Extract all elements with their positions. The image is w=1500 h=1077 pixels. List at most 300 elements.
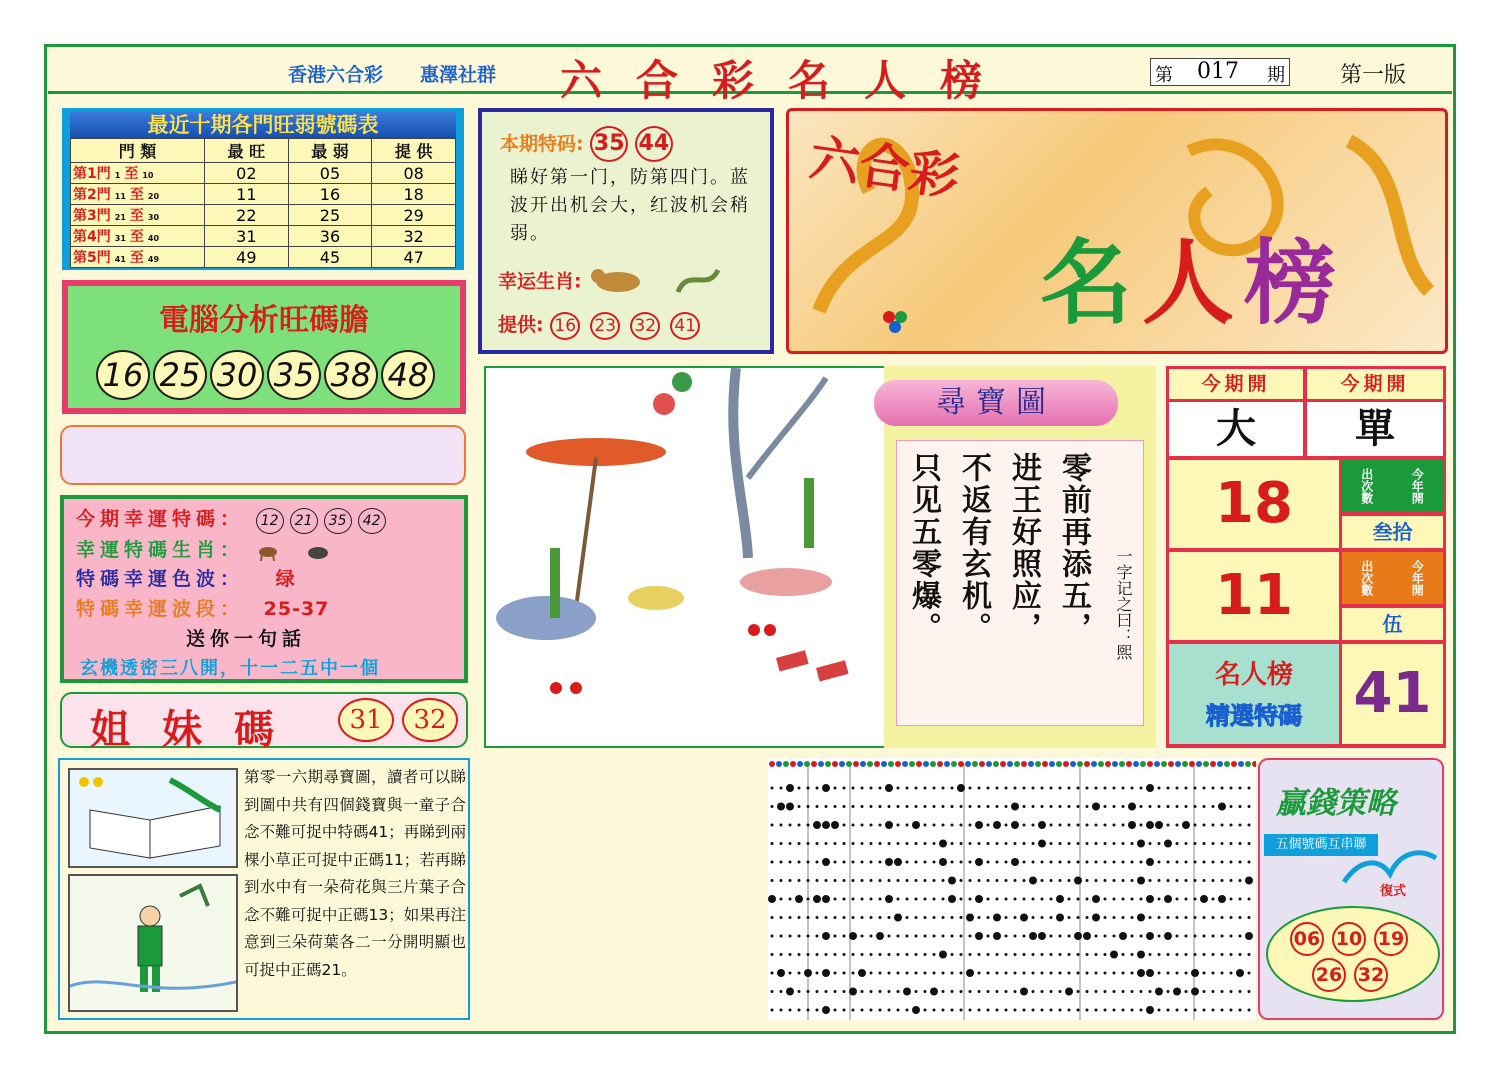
dot-chart-dot (1041, 953, 1044, 956)
dot-chart-dot (1056, 895, 1064, 903)
dot-chart-dot (1221, 935, 1224, 938)
dot-chart-dot (906, 953, 909, 956)
col-header: 最 旺 (205, 139, 289, 163)
dot-chart-dot (852, 879, 855, 882)
special-label-row (500, 126, 673, 162)
dot-chart-dot (1167, 879, 1170, 882)
dot-chart-dot (978, 805, 981, 808)
provide-number: 41 (670, 312, 700, 340)
dot-chart-dot (861, 916, 864, 919)
dot-chart-dot (969, 1009, 972, 1012)
dot-chart-dot (1185, 953, 1188, 956)
dot-chart-dot (942, 916, 945, 919)
dot-chart-dot (771, 935, 774, 938)
dot-chart-dot (987, 1009, 990, 1012)
dot-chart-dot (1113, 990, 1116, 993)
dot-chart-dot (1245, 877, 1253, 885)
dot-chart-dot (813, 821, 821, 829)
col-header: 提 供 (372, 139, 456, 163)
dot-chart-dot (897, 824, 900, 827)
dot-chart-dot (915, 805, 918, 808)
hot-cell: 22 (205, 205, 289, 226)
dot-chart-dot (960, 1009, 963, 1012)
dot-chart-dot (834, 916, 837, 919)
dot-chart-dot (807, 990, 810, 993)
dot-chart-dot (1014, 953, 1017, 956)
dot-chart-dot (798, 824, 801, 827)
dot-chart-header-dot (1133, 761, 1139, 767)
to-word: 至 (129, 187, 144, 203)
dot-chart-header-dot (1021, 761, 1027, 767)
dot-chart-dot (1146, 1006, 1154, 1014)
dot-chart-dot (822, 858, 830, 866)
dot-chart-dot (1077, 990, 1080, 993)
dot-chart-dot (1230, 824, 1233, 827)
dot-chart-dot (795, 895, 803, 903)
dot-chart-dot (807, 861, 810, 864)
dot-chart-dot (780, 916, 783, 919)
dot-chart-dot (1212, 916, 1215, 919)
special-number: 35 (590, 126, 628, 162)
dot-chart-dot (879, 898, 882, 901)
dot-chart-dot (933, 879, 936, 882)
dot-chart-dot (816, 953, 819, 956)
dot-chart-dot (975, 821, 983, 829)
dot-chart-header-dot (1119, 761, 1125, 767)
dot-chart-dot (771, 916, 774, 919)
dot-chart-dot (960, 953, 963, 956)
dot-chart-dot (834, 1009, 837, 1012)
dot-chart-header-dot (1154, 761, 1160, 767)
dot-chart-dot (1014, 898, 1017, 901)
dot-chart-header-dot (1140, 761, 1146, 767)
dot-chart-dot (798, 916, 801, 919)
dot-chart-dot (1230, 805, 1233, 808)
dot-chart-dot (1155, 988, 1163, 996)
dot-chart-dot (1137, 877, 1145, 885)
dot-chart-dot (1149, 990, 1152, 993)
dot-chart-dot (1095, 879, 1098, 882)
dot-chart-header-dot (972, 761, 978, 767)
dot-chart-dot (1122, 842, 1125, 845)
dot-chart-dot (861, 787, 864, 790)
dot-chart-dot (1005, 805, 1008, 808)
dot-chart-dot (1212, 879, 1215, 882)
dot-chart-dot (930, 988, 938, 996)
dot-chart-dot (933, 1009, 936, 1012)
dot-chart-header-dot (832, 761, 838, 767)
dot-chart-dot (942, 1009, 945, 1012)
dot-chart-dot (942, 898, 945, 901)
dot-chart-dot (915, 935, 918, 938)
dot-chart-dot (942, 805, 945, 808)
dot-chart-dot (885, 784, 893, 792)
special-number: 44 (635, 126, 673, 162)
dot-chart-dot (1230, 898, 1233, 901)
dot-chart-dot (1068, 824, 1071, 827)
dot-chart-dot (1212, 787, 1215, 790)
dot-chart-dot (807, 1009, 810, 1012)
dot-chart-dot (1167, 861, 1170, 864)
dot-chart-dot (1050, 953, 1053, 956)
dot-chart-dot (1158, 861, 1161, 864)
dot-chart-dot (1050, 879, 1053, 882)
dot-chart-dot (1023, 842, 1026, 845)
issue-prefix: 第 (1155, 65, 1173, 86)
dot-chart-dot (1113, 916, 1116, 919)
dot-chart-dot (978, 879, 981, 882)
hot-cell: 02 (205, 163, 289, 184)
dot-chart-header-dot (846, 761, 852, 767)
dot-chart-dot (951, 824, 954, 827)
dot-chart-dot (969, 805, 972, 808)
dot-chart-dot (1122, 824, 1125, 827)
dot-chart-dot (1194, 787, 1197, 790)
dot-chart-dot (1011, 821, 1019, 829)
treasure-title: 尋寶圖 (874, 380, 1118, 426)
dot-chart-dot (807, 935, 810, 938)
dot-chart-dot (834, 861, 837, 864)
lucky-saying-title: 送你一句話 (186, 628, 307, 650)
dot-chart-dot (771, 787, 774, 790)
dot-chart-dot (771, 1009, 774, 1012)
computer-numbers (96, 350, 435, 400)
dot-chart-header-dot (993, 761, 999, 767)
dot-chart-dot (897, 1009, 900, 1012)
dot-chart-dot (789, 898, 792, 901)
dot-chart-dot (996, 990, 999, 993)
dot-chart-dot (771, 879, 774, 882)
provide-number: 16 (550, 312, 580, 340)
dot-chart-dot (951, 805, 954, 808)
dot-chart-dot (1149, 953, 1152, 956)
dot-chart-dot (816, 935, 819, 938)
dot-chart-dot (843, 805, 846, 808)
dot-chart-dot (780, 879, 783, 882)
dot-chart-dot (1221, 1009, 1224, 1012)
dot-chart-dot (1221, 842, 1224, 845)
dot-chart-dot (1068, 898, 1071, 901)
to-word: 至 (124, 166, 139, 182)
dot-chart-dot (933, 916, 936, 919)
dot-chart-dot (888, 972, 891, 975)
range-label: 特碼幸運波段： (76, 598, 245, 620)
dot-chart-dot (1158, 953, 1161, 956)
dot-chart-header-dot (797, 761, 803, 767)
dot-chart-dot (915, 953, 918, 956)
dot-chart-dot (834, 990, 837, 993)
dot-chart-dot (879, 972, 882, 975)
dot-chart-header-dot (1105, 761, 1111, 767)
win-fushi: 復式 (1380, 884, 1407, 899)
dot-chart-dot (843, 1009, 846, 1012)
dot-chart-dot (933, 824, 936, 827)
dot-chart-dot (870, 805, 873, 808)
dot-chart-header-dot (783, 761, 789, 767)
dot-chart-dot (951, 916, 954, 919)
to-word: 至 (129, 229, 144, 245)
dot-chart-dot (942, 972, 945, 975)
dot-chart-dot (834, 972, 837, 975)
dot-chart-dot (933, 787, 936, 790)
dot-chart-dot (1194, 879, 1197, 882)
dot-chart-dot (987, 953, 990, 956)
dot-chart-dot (987, 972, 990, 975)
dot-chart-dot (1068, 916, 1071, 919)
dot-chart-dot (1068, 861, 1071, 864)
dot-chart-dot (1032, 824, 1035, 827)
dot-chart-dot (993, 932, 1001, 940)
dot-chart-dot (1023, 805, 1026, 808)
door-label: 第1門 (73, 166, 111, 182)
dot-chart-dot (933, 805, 936, 808)
dot-chart-dot (1104, 824, 1107, 827)
dot-chart-dot (1221, 824, 1224, 827)
dot-chart-dot (1158, 1009, 1161, 1012)
dot-chart-dot (1239, 935, 1242, 938)
dot-chart-dot (1113, 805, 1116, 808)
dot-chart-dot (870, 972, 873, 975)
dot-chart-dot (1122, 953, 1125, 956)
landscape-icon (486, 368, 886, 746)
dot-chart-dot (1023, 953, 1026, 956)
dot-chart-dot (789, 842, 792, 845)
dot-chart-dot (822, 1006, 830, 1014)
dot-chart-dot (1203, 953, 1206, 956)
number-ball: 25 (153, 350, 207, 400)
dot-chart-dot (951, 990, 954, 993)
dot-chart-dot (987, 898, 990, 901)
dot-chart-dot (1203, 916, 1206, 919)
dot-chart-dot (798, 787, 801, 790)
dot-chart-dot (1203, 824, 1206, 827)
dot-chart-dot (861, 935, 864, 938)
dot-chart-dot (1245, 932, 1253, 940)
dot-chart-dot (897, 787, 900, 790)
give-cell: 29 (372, 205, 456, 226)
dot-chart-dot (1230, 953, 1233, 956)
dot-chart-dot (1050, 861, 1053, 864)
dot-chart-header-dot (818, 761, 824, 767)
dot-chart-dot (951, 842, 954, 845)
dot-chart-dot (960, 824, 963, 827)
dot-chart-header-dot (1035, 761, 1041, 767)
dot-chart-header-dot (1203, 761, 1209, 767)
dot-chart-dot (1041, 805, 1044, 808)
dot-chart-dot (1041, 787, 1044, 790)
dot-chart-dot (789, 972, 792, 975)
dot-chart-dot (1248, 990, 1251, 993)
dot-chart-dot (906, 1009, 909, 1012)
dot-chart-dot (834, 898, 837, 901)
dot-chart-dot (1041, 916, 1044, 919)
dot-chart-dot (1149, 879, 1152, 882)
lucky-number: 21 (290, 508, 318, 534)
number-ball: 35 (267, 350, 321, 400)
dot-chart-dot (1194, 842, 1197, 845)
dot-chart-dot (780, 935, 783, 938)
dot-chart-dot (942, 935, 945, 938)
dot-chart-dot (879, 861, 882, 864)
blank-banner (60, 425, 466, 485)
dot-chart-dot (879, 879, 882, 882)
dot-chart-dot (1014, 879, 1017, 882)
dot-chart-dot (1158, 805, 1161, 808)
dot-chart-dot (1023, 898, 1026, 901)
dot-chart-header-dot (930, 761, 936, 767)
dot-chart-dot (1194, 1009, 1197, 1012)
lucky-number: 42 (358, 508, 386, 534)
dot-chart-dot (1230, 935, 1233, 938)
dot-chart-dot (924, 805, 927, 808)
dot-chart-dot (852, 787, 855, 790)
dot-chart-dot (1104, 842, 1107, 845)
group-label: 惠澤社群 (420, 64, 497, 86)
dot-chart-dot (1092, 914, 1100, 922)
dot-chart-header-dot (874, 761, 880, 767)
door-label: 第3門 (73, 208, 111, 224)
dot-chart-dot (843, 916, 846, 919)
dot-chart-dot (1146, 969, 1154, 977)
dot-chart-dot (816, 805, 819, 808)
dot-chart-dot (798, 861, 801, 864)
dot-chart-dot (861, 898, 864, 901)
win-number: 26 (1312, 958, 1346, 992)
dot-chart-dot (870, 824, 873, 827)
dot-chart-dot (804, 969, 812, 977)
dot-chart-dot (906, 972, 909, 975)
dot-chart-dot (924, 824, 927, 827)
count-tag (1342, 552, 1443, 604)
range-to: 10 (142, 171, 154, 180)
dot-chart-dot (870, 935, 873, 938)
dot-chart-dot (1038, 840, 1046, 848)
to-word: 至 (129, 208, 144, 224)
dot-chart-dot (861, 842, 864, 845)
dot-chart-dot (879, 916, 882, 919)
dot-chart-dot (1140, 935, 1143, 938)
win-tag: 五個號碼互串聯 (1264, 834, 1378, 856)
dot-chart-dot (1140, 990, 1143, 993)
dot-chart-dot (1158, 787, 1161, 790)
count-value: 伍 (1342, 608, 1443, 640)
dot-chart-dot (807, 824, 810, 827)
dot-chart-dot (852, 824, 855, 827)
dot-chart-dot (996, 898, 999, 901)
dot-chart-dot (861, 1009, 864, 1012)
dot-chart-dot (1194, 805, 1197, 808)
dot-chart-dot (1005, 916, 1008, 919)
dot-chart-dot (1158, 898, 1161, 901)
dot-chart-dot (852, 861, 855, 864)
dot-chart-dot (870, 787, 873, 790)
dot-chart-dot (1185, 787, 1188, 790)
dot-chart-header-dot (1042, 761, 1048, 767)
dot-chart-dot (1029, 932, 1037, 940)
dot-chart-dot (771, 842, 774, 845)
dot-chart-dot (1005, 1009, 1008, 1012)
range-value: 25-37 (263, 598, 330, 620)
lucky-row-range (76, 594, 329, 621)
dot-chart-dot (1104, 916, 1107, 919)
boy-icon (70, 876, 236, 1010)
dot-chart-dot (1239, 916, 1242, 919)
dot-chart-dot (1212, 861, 1215, 864)
dot-chart-dot (807, 953, 810, 956)
dot-chart-dot (807, 787, 810, 790)
dot-chart-dot (948, 895, 956, 903)
dot-chart-dot (1122, 916, 1125, 919)
dot-chart-dot (1068, 953, 1071, 956)
dot-chart-dot (1140, 861, 1143, 864)
pick-number: 41 (1342, 644, 1443, 744)
dot-chart-dot (1176, 953, 1179, 956)
dot-chart-header-dot (986, 761, 992, 767)
dot-chart-dot (1113, 1009, 1116, 1012)
dot-chart-dot (915, 898, 918, 901)
dot-chart-dot (807, 879, 810, 882)
dot-chart-header-dot (1070, 761, 1076, 767)
dot-chart-dot (1104, 805, 1107, 808)
dot-chart-dot (825, 879, 828, 882)
dot-chart-header-dot (881, 761, 887, 767)
dot-chart-dot (1248, 1009, 1251, 1012)
dot-chart-dot (996, 972, 999, 975)
dot-chart-header-dot (790, 761, 796, 767)
cold-cell: 45 (288, 247, 372, 268)
dot-chart-dot (1131, 916, 1134, 919)
dot-chart-dot (1059, 879, 1062, 882)
number-ball: 30 (210, 350, 264, 400)
count-tag-b: 今年開 (1410, 468, 1425, 504)
dot-chart-dot (1122, 990, 1125, 993)
dot-chart-dot (951, 972, 954, 975)
special-body: 睇好第一门，防第四门。蓝波开出机会大，红波机会稍弱。 (510, 167, 750, 244)
dot-chart-dot (1119, 932, 1127, 940)
dot-chart-dot (861, 861, 864, 864)
dot-chart-dot (1239, 805, 1242, 808)
dot-chart-dot (1068, 935, 1071, 938)
dot-chart-dot (1212, 824, 1215, 827)
dot-chart-dot (951, 861, 954, 864)
dot-chart-dot (948, 877, 956, 885)
dot-chart-dot (1005, 953, 1008, 956)
dot-chart-dot (1032, 787, 1035, 790)
dot-chart-dot (1050, 842, 1053, 845)
poem-line: 不返有玄机。 (956, 452, 991, 644)
issue-number: 017 (1197, 59, 1239, 84)
dot-chart-dot (1122, 972, 1125, 975)
dot-chart-dot (771, 805, 774, 808)
dot-chart-dot (834, 935, 837, 938)
dot-chart-dot (897, 805, 900, 808)
dot-chart-header-dot (1098, 761, 1104, 767)
dot-chart-dot (1032, 842, 1035, 845)
door-label: 第4門 (73, 229, 111, 245)
dot-chart-dot (870, 916, 873, 919)
dot-chart-dot (834, 879, 837, 882)
dot-chart-dot (1131, 935, 1134, 938)
special-zodiac-label: 幸运生肖: (498, 270, 582, 293)
dot-chart-dot (1230, 787, 1233, 790)
dot-chart-dot (1131, 990, 1134, 993)
dot-chart-dot (960, 861, 963, 864)
dot-chart-dot (879, 787, 882, 790)
dot-chart-dot (1032, 916, 1035, 919)
dot-chart-dot (1176, 935, 1179, 938)
dot-chart-dot (1023, 879, 1026, 882)
hot-cell: 49 (205, 247, 289, 268)
